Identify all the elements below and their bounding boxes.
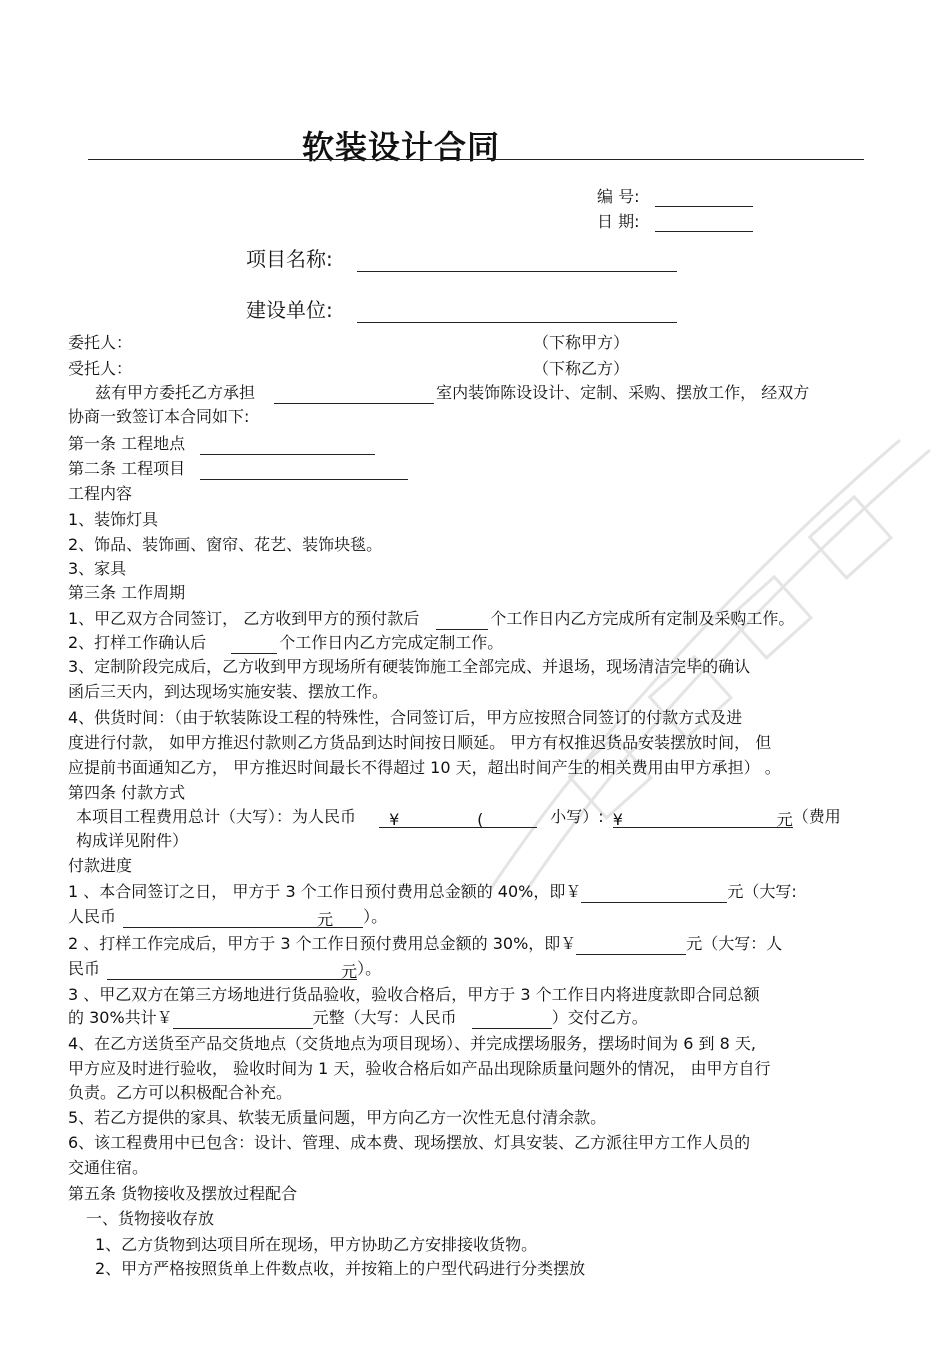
payment-step-4-cont: 负责。乙方可以积极配合补充。 [68, 1083, 293, 1102]
construction-unit-row [246, 294, 677, 323]
payment-step-1-text: 1 、本合同签订之日， 甲方于 3 个工作日预付费用总金额的 40%，即￥ [68, 882, 582, 901]
payment-step-2: 2 、打样工作完成后，甲方于 3 个工作日预付费用总金额的 30%，即￥ 元（大写：人 [68, 934, 783, 953]
article-3-item-1-text: 1、甲乙双方合同签订， 乙方收到甲方的预付款后 [68, 609, 420, 628]
article-4-heading: 第四条 付款方式 [68, 783, 186, 802]
article-3-item-2-text: 2、打样工作确认后 [68, 633, 207, 652]
article-3-item-2 [68, 632, 503, 654]
project-name-row [246, 243, 677, 272]
payment-2-amount-field[interactable] [576, 936, 686, 955]
project-name-label: 项目名称: [246, 247, 333, 271]
contractor-alias: （下称乙方） [533, 359, 630, 378]
payment-step-5: 5、若乙方提供的家具、软装无质量问题，甲方向乙方一次性无息付清余款。 [68, 1108, 607, 1127]
payment-2-upper-field[interactable]: 元 [107, 961, 357, 980]
custom-days-field[interactable] [231, 635, 277, 654]
article-3-item-3: 3、定制阶段完成后，乙方收到甲方现场所有硬装饰施工全部完成、并退场，现场清洁完毕的确认 [68, 657, 751, 676]
total-fee-lower-label: 小写）: [550, 807, 604, 826]
payment-step-4-cont: 甲方应及时进行验收， 验收时间为 1 天，验收合格后如产品出现除质量问题外的情况， 由甲方自行 [68, 1059, 771, 1078]
intro-project-field[interactable] [274, 385, 434, 404]
construction-unit-label: 建设单位: [246, 298, 333, 322]
payment-3-amount-field[interactable] [173, 1010, 313, 1029]
yen-sign: ¥ [389, 810, 400, 829]
total-fee-note: （费用 [792, 807, 841, 826]
client-alias: （下称甲方） [533, 333, 630, 352]
article-3-item-4-cont: 度进行付款， 如甲方推迟付款则乙方货品到达时间按日顺延。 甲方有权推迟货品安装摆放时间， 但 [68, 733, 772, 752]
scope-item: 1、装饰灯具 [68, 510, 159, 529]
procurement-days-field[interactable] [436, 611, 488, 630]
total-fee-note-cont: 构成详见附件） [76, 831, 189, 850]
article-2 [68, 458, 408, 480]
payment-step-3: 3 、甲乙双方在第三方场地进行货品验收，验收合格后，甲方于 3 个工作日内将进度款即合同总额 [68, 985, 760, 1004]
construction-unit-field[interactable] [357, 300, 677, 323]
contractor-label: 受托人： [68, 359, 133, 378]
article-1-label: 第一条 工程地点 [68, 434, 186, 453]
payment-3-upper-field[interactable] [472, 1010, 552, 1029]
document-title: 软装设计合同 [302, 128, 501, 166]
article-3-item-2-tail: 个工作日内乙方完成定制工作。 [279, 633, 504, 652]
number-row [597, 184, 753, 207]
payment-progress-heading: 付款进度 [68, 856, 133, 875]
payment-step-1-cont: 人民币 元 ）。 [68, 907, 388, 929]
article-3-item-3-cont: 函后三天内，到达现场实施安装、摆放工作。 [68, 682, 389, 701]
payment-step-6: 6、该工程费用中已包含：设计、管理、成本费、现场摆放、灯具安装、乙方派往甲方工作人员的 [68, 1133, 751, 1152]
scope-heading: 工程内容 [68, 484, 133, 503]
site-location-field[interactable] [200, 436, 375, 455]
client-label: 委托人： [68, 333, 133, 352]
payment-step-4: 4、在乙方送货至产品交货地点（交货地点为项目现场）、并完成摆场服务，摆场时间为 6 到 8 天, [68, 1034, 756, 1053]
article-3-heading: 第三条 工作周期 [68, 583, 186, 602]
date-field[interactable] [655, 213, 753, 232]
total-fee-line [76, 806, 841, 828]
intro-tail: 室内装饰陈设设计、定制、采购、摆放工作， 经双方 [436, 383, 810, 402]
total-fee-upper-field[interactable] [379, 809, 477, 828]
payment-step-3-cont: 的 30%共计￥ 元整（大写：人民币 ）交付乙方。 [68, 1008, 648, 1027]
title-divider [88, 159, 864, 160]
article-3-item-1-tail: 个工作日内乙方完成所有定制及采购工作。 [490, 609, 795, 628]
article-5-item-1: 1、乙方货物到达项目所在现场，甲方协助乙方安排接收货物。 [95, 1235, 538, 1254]
payment-1-upper-field[interactable]: 元 [123, 909, 363, 928]
number-field[interactable] [655, 188, 753, 207]
intro-lead: 兹有甲方委托乙方承担 [95, 383, 256, 402]
number-label: 编 号: [597, 187, 640, 206]
scope-item: 3、家具 [68, 559, 127, 578]
payment-step-6-cont: 交通住宿。 [68, 1158, 149, 1177]
payment-step-2-text: 2 、打样工作完成后，甲方于 3 个工作日预付费用总金额的 30%，即￥ [68, 934, 577, 953]
article-1 [68, 433, 375, 455]
article-3-item-4: 4、供货时间：（由于软装陈设工程的特殊性，合同签订后，甲方应按照合同签订的付款方式及进 [68, 708, 743, 727]
article-5-heading: 第五条 货物接收及摆放过程配合 [68, 1184, 298, 1203]
article-2-label: 第二条 工程项目 [68, 459, 186, 478]
article-3-item-1 [68, 608, 794, 630]
payment-1-amount-field[interactable] [581, 884, 727, 903]
article-5-item-2: 2、甲方严格按照货单上件数点收，并按箱上的户型代码进行分类摆放 [95, 1259, 586, 1278]
article-3-item-4-cont: 应提前书面通知乙方， 甲方推迟时间最长不得超过 10 天，超出时间产生的相关费用由甲方承担） 。 [68, 758, 781, 777]
article-5-sub-1: 一、货物接收存放 [86, 1209, 215, 1228]
project-item-field[interactable] [200, 461, 408, 480]
date-row [597, 209, 753, 232]
total-fee-lower-field[interactable]: ¥ 元 [612, 810, 793, 829]
total-fee-text: 本项目工程费用总计（大写）：为人民币 [76, 807, 357, 826]
scope-item: 2、饰品、装饰画、窗帘、花艺、装饰块毯。 [68, 535, 383, 554]
date-label: 日 期: [597, 212, 640, 231]
total-fee-paren: ( [477, 809, 537, 828]
intro-line [95, 382, 809, 404]
watermark-stamp [430, 420, 950, 940]
payment-step-2-cont: 民币 元）。 [68, 959, 382, 981]
payment-step-1: 1 、本合同签订之日， 甲方于 3 个工作日预付费用总金额的 40%，即￥ 元（大写: [68, 882, 797, 901]
intro-line-2: 协商一致签订本合同如下: [68, 407, 250, 426]
project-name-field[interactable] [357, 249, 677, 272]
